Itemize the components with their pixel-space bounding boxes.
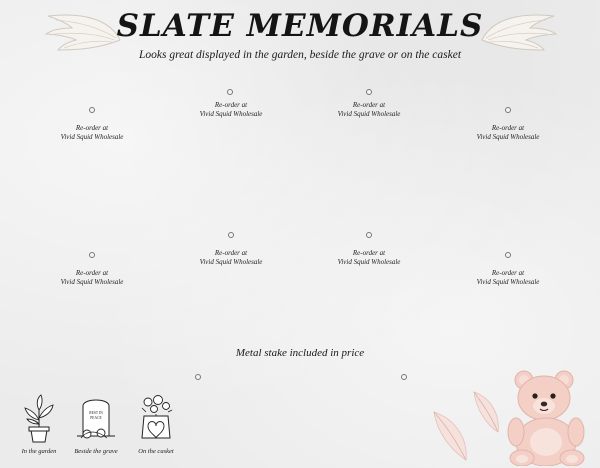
hanging-hole: [89, 107, 95, 113]
headstone-text: PEACE: [90, 416, 102, 420]
reorder-line: Re-order at: [491, 269, 525, 277]
supplier-line: Vivid Squid Wholesale: [337, 258, 401, 266]
supplier-line: Vivid Squid Wholesale: [60, 133, 124, 141]
hanging-hole: [505, 252, 511, 258]
product-slot: [463, 252, 553, 287]
casket-flowers-icon: [134, 392, 178, 444]
product-slot: [47, 252, 137, 287]
supplier-line: Vivid Squid Wholesale: [199, 258, 263, 266]
reorder-line: Re-order at: [352, 249, 386, 257]
hanging-hole: [228, 232, 234, 238]
hanging-hole: [195, 374, 201, 380]
supplier-line: Vivid Squid Wholesale: [199, 110, 263, 118]
display-option-casket: [132, 392, 180, 455]
display-option-grave: [70, 392, 122, 455]
supplier-line: Vivid Squid Wholesale: [337, 110, 401, 118]
feather-icon: [428, 408, 472, 464]
feather-icon: [470, 388, 504, 436]
reorder-line: Re-order at: [352, 101, 386, 109]
display-option-garden: [14, 392, 64, 455]
product-slot: [186, 232, 276, 267]
reorder-line: Re-order at: [75, 124, 109, 132]
page-title: SLATE MEMORIALS: [116, 8, 484, 44]
supplier-line: Vivid Squid Wholesale: [476, 133, 540, 141]
reorder-line: Re-order at: [491, 124, 525, 132]
stake-note: Metal stake included in price: [235, 347, 365, 359]
supplier-line: Vivid Squid Wholesale: [60, 278, 124, 286]
product-slot: [47, 107, 137, 142]
hanging-hole: [227, 89, 233, 95]
display-caption: In the garden: [21, 448, 57, 455]
reorder-line: Re-order at: [214, 249, 248, 257]
reorder-line: Re-order at: [75, 269, 109, 277]
hanging-hole: [366, 232, 372, 238]
hanging-hole: [89, 252, 95, 258]
page-subtitle: Looks great displayed in the garden, beside the grave or on the casket: [138, 49, 462, 61]
hanging-hole: [401, 374, 407, 380]
supplier-line: Vivid Squid Wholesale: [476, 278, 540, 286]
potted-plant-icon: [19, 392, 59, 444]
product-slot: [324, 232, 414, 267]
teddy-bear-icon: [500, 366, 596, 466]
reorder-line: Re-order at: [214, 101, 248, 109]
headstone-text: REST IN: [89, 411, 103, 415]
headstone-icon: [73, 392, 119, 444]
product-slot: [463, 107, 553, 142]
display-caption: Beside the grave: [74, 448, 118, 455]
hanging-hole: [366, 89, 372, 95]
display-caption: On the casket: [138, 448, 174, 455]
hanging-hole: [505, 107, 511, 113]
